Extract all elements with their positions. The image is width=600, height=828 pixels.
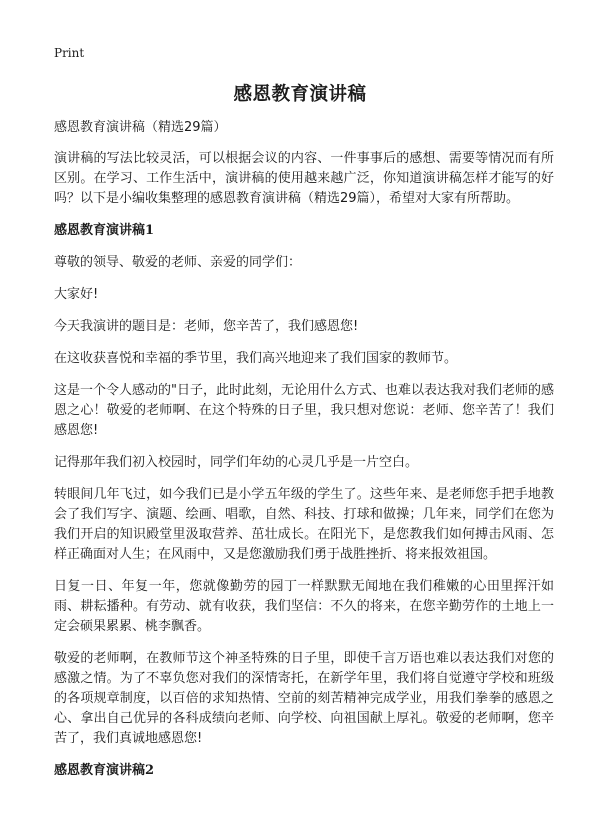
document-body: [54, 118, 554, 793]
paragraph: 转眼间几年飞过，如今我们已是小学五年级的学生了。这些年来、是老师您手把手地教会了我们写字、演题、绘画、唱歌，自然、科技、打球和做操；几年来，同学们在您为我们开启的知识殿堂里汲取营养、茁壮成长。在阳光下，是您教我们如何搏击风雨、怎样正确面对人生；在风雨中，又是您激励我们勇于战胜挫折、将来报效祖国。: [54, 487, 554, 562]
paragraph: 日复一日、年复一年，您就像勤劳的园丁一样默默无闻地在我们稚嫩的心田里挥汗如雨、耕耘播种。有劳动、就有收获，我们坚信：不久的将来，在您辛勤劳作的土地上一定会硕果累累、桃李飘香。: [54, 579, 554, 634]
paragraph: 敬爱的老师啊，在教师节这个神圣特殊的日子里，即使千言万语也难以表达我们对您的感激之情。为了不辜负您对我们的深情寄托，在新学年里，我们将自觉遵守学校和班级的各项规章制度，以百倍的求知热情、空前的刻苦精神完成学业，用我们拳拳的感恩之心、拿出自己优异的各科成绩向老师、向学校、向祖国献上厚礼。敬爱的老师啊，您辛苦了，我们真诚地感恩您!: [54, 651, 554, 746]
paragraph: 今天我演讲的题目是：老师，您辛苦了，我们感恩您!: [54, 319, 359, 334]
section-1: [54, 221, 554, 749]
document-subtitle: 感恩教育演讲稿（精选29篇）: [54, 120, 227, 135]
section-heading: 感恩教育演讲稿1: [54, 223, 155, 238]
paragraph: 大家好!: [54, 287, 99, 302]
intro-paragraph: 演讲稿的写法比较灵活，可以根据会议的内容、一件事事后的感想、需要等情况而有所区别。在学习、工作生活中，演讲稿的使用越来越广泛，你知道演讲稿怎样才能写的好吗？以下是小编收集整理的感恩教育演讲稿（精选29篇），希望对大家有所帮助。: [54, 151, 554, 206]
section-2: [54, 761, 554, 781]
section-heading: 感恩教育演讲稿2: [54, 763, 155, 778]
paragraph: 尊敬的领导、敬爱的老师、亲爱的同学们：: [54, 255, 302, 270]
page-title: 感恩教育演讲稿: [233, 84, 367, 105]
print-link[interactable]: Print: [54, 46, 85, 60]
paragraph: 这是一个令人感动的"日子，此时此刻，无论用什么方式、也难以表达我对我们老师的感恩之心！敬爱的老师啊、在这个特殊的日子里，我只想对您说：老师、您辛苦了！我们感恩您!: [54, 383, 554, 438]
paragraph: 记得那年我们初入校园时，同学们年幼的心灵几乎是一片空白。: [54, 455, 419, 470]
paragraph: 在这收获喜悦和幸福的季节里，我们高兴地迎来了我们国家的教师节。: [54, 351, 458, 366]
